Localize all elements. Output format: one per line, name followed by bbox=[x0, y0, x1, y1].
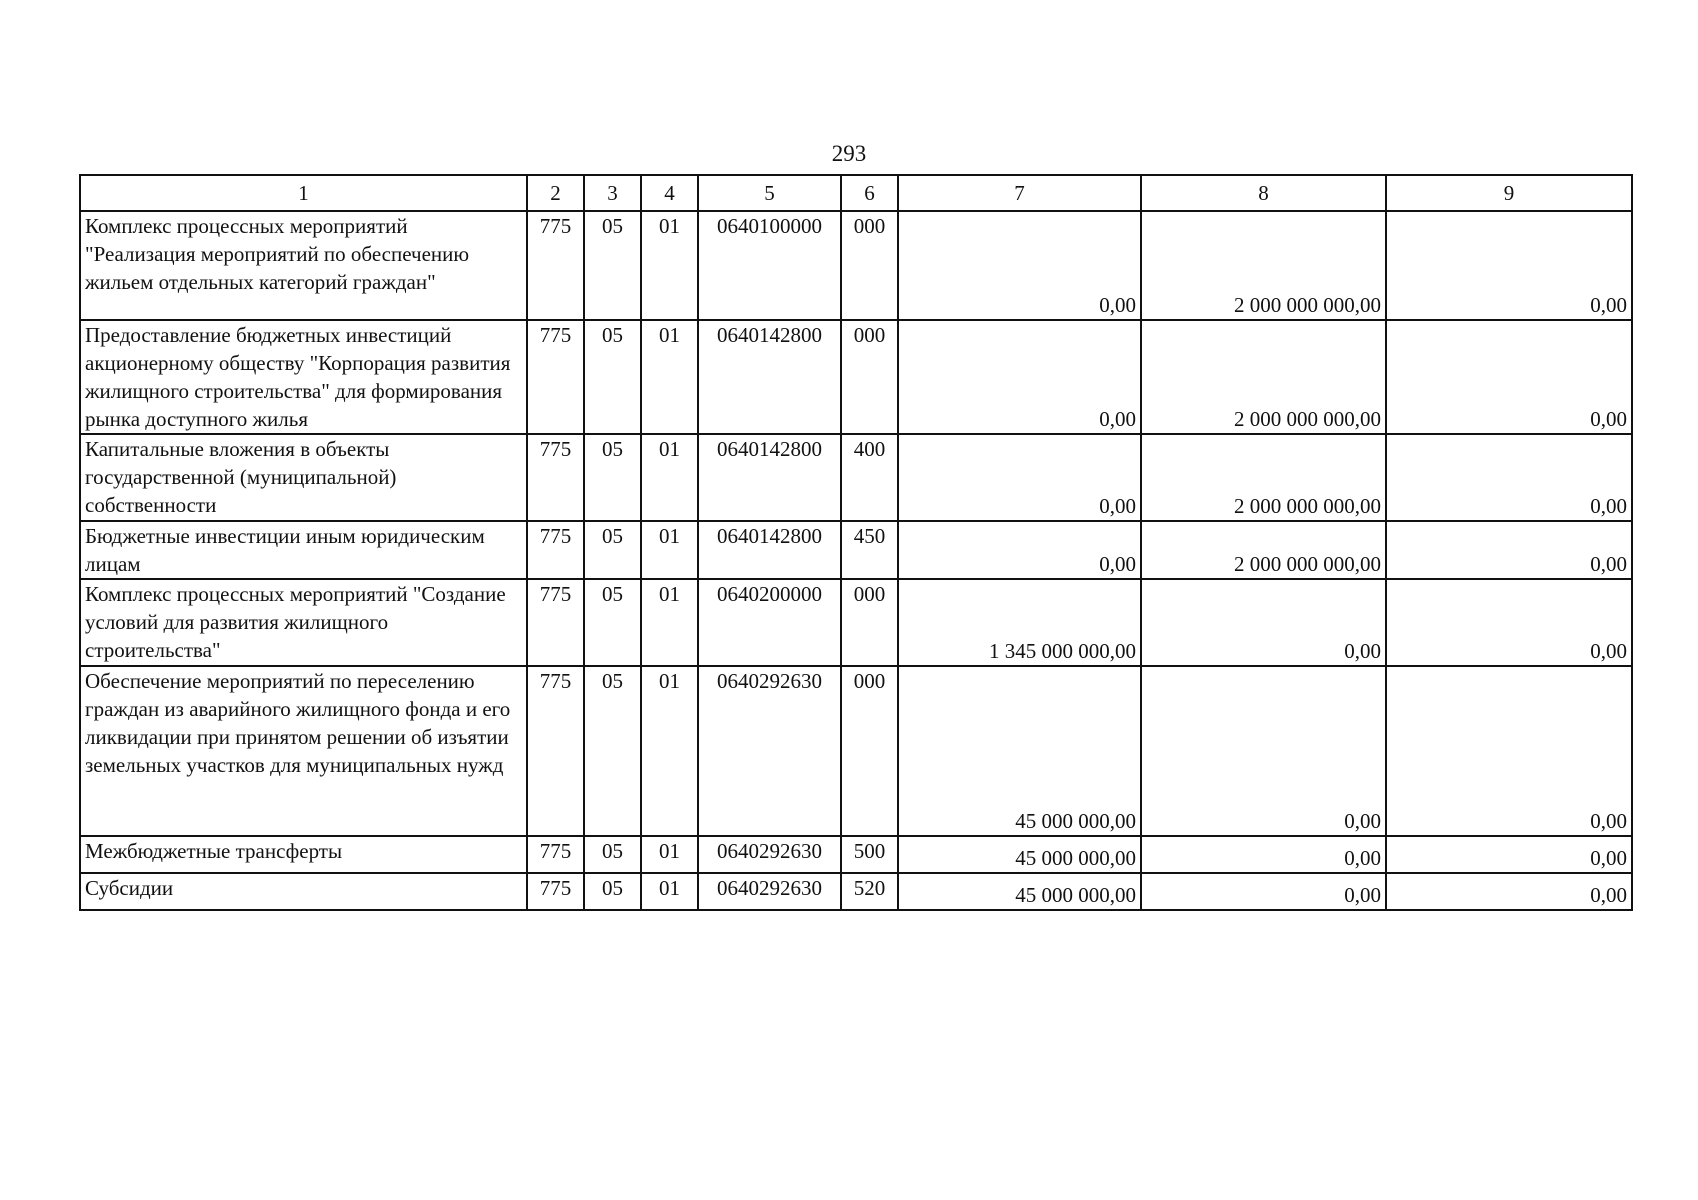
expense-type-code: 400 bbox=[841, 434, 898, 521]
amount-col-7: 45 000 000,00 bbox=[898, 666, 1141, 836]
column-number-row bbox=[80, 175, 1632, 211]
subsection-code: 01 bbox=[641, 873, 698, 910]
amount-col-8: 2 000 000 000,00 bbox=[1141, 521, 1386, 579]
amount-col-9: 0,00 bbox=[1386, 434, 1632, 521]
section-code: 05 bbox=[584, 666, 641, 836]
target-article-code: 0640200000 bbox=[698, 579, 841, 666]
expense-type-code: 450 bbox=[841, 521, 898, 579]
amount-col-9: 0,00 bbox=[1386, 873, 1632, 910]
amount-col-7: 45 000 000,00 bbox=[898, 873, 1141, 910]
subsection-code: 01 bbox=[641, 579, 698, 666]
table-row bbox=[80, 666, 1632, 836]
amount-col-7: 45 000 000,00 bbox=[898, 836, 1141, 873]
section-code: 05 bbox=[584, 320, 641, 434]
amount-col-8: 0,00 bbox=[1141, 666, 1386, 836]
ministry-code: 775 bbox=[527, 666, 584, 836]
ministry-code: 775 bbox=[527, 836, 584, 873]
row-name: Комплекс процессных мероприятий "Реализация мероприятий по обеспечению жильем отдельных категорий граждан" bbox=[80, 211, 527, 320]
amount-col-8: 0,00 bbox=[1141, 873, 1386, 910]
row-name: Обеспечение мероприятий по переселению граждан из аварийного жилищного фонда и его ликвидации при принятом решении об изъятии земельных участков для муниципальных нужд bbox=[80, 666, 527, 836]
table-row bbox=[80, 211, 1632, 320]
amount-col-8: 2 000 000 000,00 bbox=[1141, 320, 1386, 434]
amount-col-9: 0,00 bbox=[1386, 211, 1632, 320]
amount-col-9: 0,00 bbox=[1386, 666, 1632, 836]
table-row bbox=[80, 579, 1632, 666]
table-row bbox=[80, 521, 1632, 579]
subsection-code: 01 bbox=[641, 836, 698, 873]
column-header-9: 9 bbox=[1386, 175, 1632, 211]
column-header-2: 2 bbox=[527, 175, 584, 211]
expense-type-code: 520 bbox=[841, 873, 898, 910]
subsection-code: 01 bbox=[641, 320, 698, 434]
amount-col-9: 0,00 bbox=[1386, 836, 1632, 873]
subsection-code: 01 bbox=[641, 666, 698, 836]
target-article-code: 0640100000 bbox=[698, 211, 841, 320]
amount-col-9: 0,00 bbox=[1386, 521, 1632, 579]
row-name: Капитальные вложения в объекты государственной (муниципальной) собственности bbox=[80, 434, 527, 521]
expense-type-code: 000 bbox=[841, 579, 898, 666]
column-header-8: 8 bbox=[1141, 175, 1386, 211]
budget-table bbox=[79, 174, 1633, 911]
target-article-code: 0640292630 bbox=[698, 666, 841, 836]
ministry-code: 775 bbox=[527, 434, 584, 521]
row-name: Комплекс процессных мероприятий "Создание условий для развития жилищного строительства" bbox=[80, 579, 527, 666]
table-row bbox=[80, 434, 1632, 521]
row-name: Субсидии bbox=[80, 873, 527, 910]
subsection-code: 01 bbox=[641, 434, 698, 521]
ministry-code: 775 bbox=[527, 320, 584, 434]
section-code: 05 bbox=[584, 211, 641, 320]
amount-col-8: 2 000 000 000,00 bbox=[1141, 434, 1386, 521]
target-article-code: 0640292630 bbox=[698, 873, 841, 910]
section-code: 05 bbox=[584, 579, 641, 666]
expense-type-code: 500 bbox=[841, 836, 898, 873]
expense-type-code: 000 bbox=[841, 211, 898, 320]
ministry-code: 775 bbox=[527, 579, 584, 666]
column-header-7: 7 bbox=[898, 175, 1141, 211]
expense-type-code: 000 bbox=[841, 666, 898, 836]
expense-type-code: 000 bbox=[841, 320, 898, 434]
amount-col-8: 0,00 bbox=[1141, 579, 1386, 666]
section-code: 05 bbox=[584, 836, 641, 873]
column-header-4: 4 bbox=[641, 175, 698, 211]
column-header-5: 5 bbox=[698, 175, 841, 211]
amount-col-9: 0,00 bbox=[1386, 579, 1632, 666]
table-row bbox=[80, 836, 1632, 873]
row-name: Предоставление бюджетных инвестиций акционерному обществу "Корпорация развития жилищного строительства" для формирования рынка доступного жилья bbox=[80, 320, 527, 434]
amount-col-7: 0,00 bbox=[898, 434, 1141, 521]
target-article-code: 0640142800 bbox=[698, 320, 841, 434]
amount-col-8: 0,00 bbox=[1141, 836, 1386, 873]
target-article-code: 0640292630 bbox=[698, 836, 841, 873]
ministry-code: 775 bbox=[527, 521, 584, 579]
target-article-code: 0640142800 bbox=[698, 521, 841, 579]
row-name: Бюджетные инвестиции иным юридическим лицам bbox=[80, 521, 527, 579]
column-header-1: 1 bbox=[80, 175, 527, 211]
column-header-3: 3 bbox=[584, 175, 641, 211]
ministry-code: 775 bbox=[527, 211, 584, 320]
target-article-code: 0640142800 bbox=[698, 434, 841, 521]
amount-col-7: 0,00 bbox=[898, 521, 1141, 579]
row-name: Межбюджетные трансферты bbox=[80, 836, 527, 873]
column-header-6: 6 bbox=[841, 175, 898, 211]
section-code: 05 bbox=[584, 873, 641, 910]
amount-col-7: 0,00 bbox=[898, 211, 1141, 320]
amount-col-7: 0,00 bbox=[898, 320, 1141, 434]
table-row bbox=[80, 873, 1632, 910]
section-code: 05 bbox=[584, 521, 641, 579]
table-row bbox=[80, 320, 1632, 434]
subsection-code: 01 bbox=[641, 521, 698, 579]
amount-col-8: 2 000 000 000,00 bbox=[1141, 211, 1386, 320]
amount-col-9: 0,00 bbox=[1386, 320, 1632, 434]
ministry-code: 775 bbox=[527, 873, 584, 910]
section-code: 05 bbox=[584, 434, 641, 521]
page-number: 293 bbox=[831, 141, 867, 166]
amount-col-7: 1 345 000 000,00 bbox=[898, 579, 1141, 666]
subsection-code: 01 bbox=[641, 211, 698, 320]
